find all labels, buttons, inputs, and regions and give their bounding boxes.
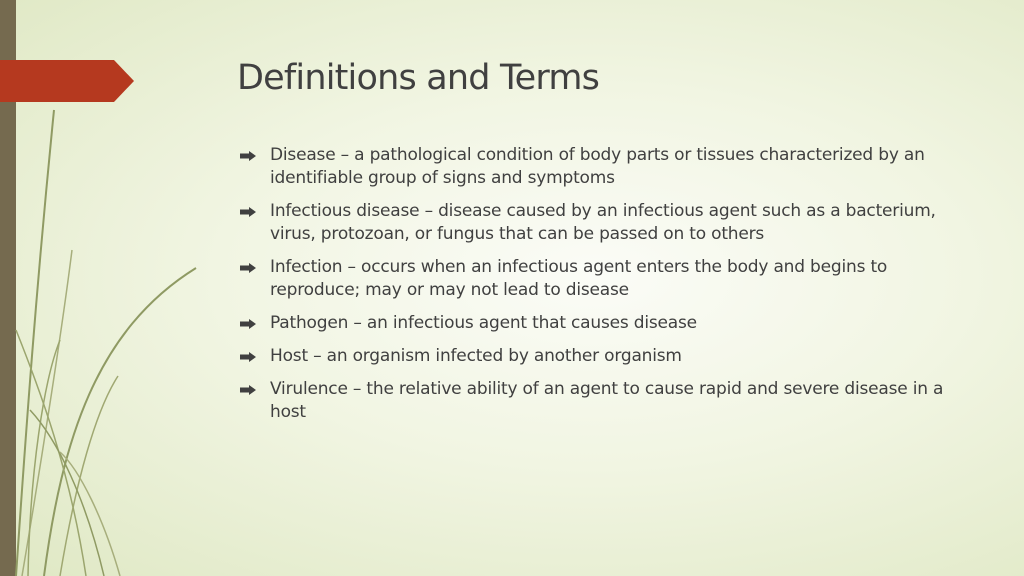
bullet-item [240, 345, 980, 368]
accent-arrow [0, 60, 134, 102]
bullet-item [240, 312, 980, 335]
arrow-bullet-icon [240, 385, 256, 395]
bullet-text: Infectious disease – disease caused by an infectious agent such as a bacterium, virus, protozoan, or fungus that can be passed on to others [270, 201, 936, 244]
bullet-text: Host – an organism infected by another organism [270, 346, 682, 366]
arrow-bullet-icon [240, 263, 256, 273]
bullet-item [240, 144, 980, 190]
arrow-bullet-icon [240, 352, 256, 362]
arrow-bullet-icon [240, 207, 256, 217]
bullet-item [240, 256, 980, 302]
bullet-text: Virulence – the relative ability of an agent to cause rapid and severe disease in a host [270, 379, 944, 422]
arrow-bullet-icon [240, 151, 256, 161]
bullet-text: Infection – occurs when an infectious agent enters the body and begins to reproduce; may or may not lead to disease [270, 257, 888, 300]
bullet-text: Pathogen – an infectious agent that causes disease [270, 313, 697, 333]
bullet-item [240, 200, 980, 246]
arrow-bullet-icon [240, 319, 256, 329]
slide-title: Definitions and Terms [237, 58, 600, 98]
bullet-item [240, 378, 980, 424]
bullet-list [240, 144, 980, 434]
bullet-text: Disease – a pathological condition of body parts or tissues characterized by an identifiable group of signs and symptoms [270, 145, 925, 188]
